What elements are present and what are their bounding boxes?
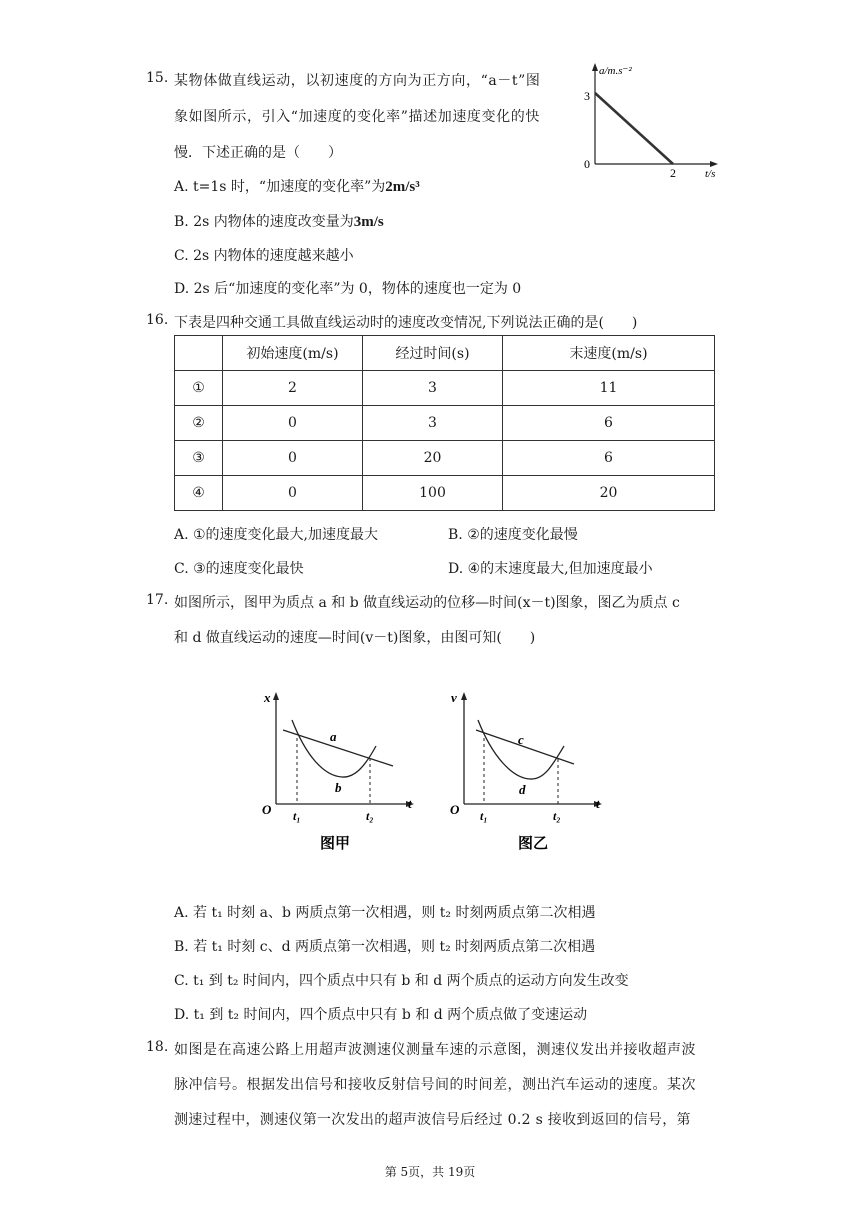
q16-stem: 下表是四种交通工具做直线运动时的速度改变情况,下列说法正确的是( ) xyxy=(174,315,638,331)
q17-option-d: D. t₁ 到 t₂ 时间内，四个质点中只有 b 和 d 两个质点做了变速运动 xyxy=(174,1007,588,1023)
table-row xyxy=(175,476,715,511)
q18-stem-line3: 测速过程中，测速仪第一次发出的超声波信号后经过 0.2 s 接收到返回的信号，第 xyxy=(174,1112,691,1128)
q15-option-b: B. 2s 内物体的速度改变量为 xyxy=(174,214,354,230)
fig-yi-t2-label: t₂ xyxy=(553,809,561,823)
table-cell: 3 xyxy=(363,406,503,441)
table-cell: ③ xyxy=(175,441,223,476)
fig-yi-caption: 图乙 xyxy=(518,836,549,852)
q15-option-a: A. t=1s 时，“加速度的变化率”为 xyxy=(174,179,386,195)
speed-change-table xyxy=(174,335,715,511)
q16-option-a: A. ①的速度变化最大,加速度最大 xyxy=(174,527,379,543)
q15-a-t-graph xyxy=(575,60,725,182)
table-cell: 2 xyxy=(223,371,363,406)
table-cell: 6 xyxy=(503,441,715,476)
fig-jia-line-label-a: a xyxy=(330,729,337,744)
table-cell: 20 xyxy=(503,476,715,511)
q15-graph-y-tick: 3 xyxy=(584,89,590,103)
fig-yi-t1-label: t₁ xyxy=(480,809,488,823)
fig-jia-origin: O xyxy=(262,802,272,817)
fig-jia-line-a xyxy=(283,730,393,766)
q15-graph-y-label: a/m.s⁻² xyxy=(599,65,632,77)
fig-jia-y-label: x xyxy=(264,690,271,705)
q17-figure-jia xyxy=(258,686,428,856)
q15-stem-line2: 象如图所示，引入“加速度的变化率”描述加速度变化的快 xyxy=(174,109,540,125)
q18-number: 18. xyxy=(146,1039,169,1055)
fig-yi-curve-d xyxy=(478,720,564,779)
q17-figure-yi xyxy=(446,686,616,856)
fig-jia-t1-label: t₁ xyxy=(293,809,301,823)
q15-option-b-value: 3m/s xyxy=(353,214,384,230)
fig-yi-origin: O xyxy=(450,802,460,817)
q15-graph-x-label: t/s xyxy=(705,168,716,180)
q18-stem-line2: 脉冲信号。根据发出信号和接收反射信号间的时间差，测出汽车运动的速度。某次 xyxy=(174,1077,696,1093)
fig-jia-caption: 图甲 xyxy=(320,836,351,852)
q17-option-c: C. t₁ 到 t₂ 时间内，四个质点中只有 b 和 d 两个质点的运动方向发生改变 xyxy=(174,973,629,989)
table-cell: 6 xyxy=(503,406,715,441)
table-row xyxy=(175,441,715,476)
fig-yi-curve-label-d: d xyxy=(519,782,526,797)
table-header-cell: 初始速度(m/s) xyxy=(223,336,363,371)
q15-number: 15. xyxy=(146,70,169,86)
table-cell: 0 xyxy=(223,476,363,511)
q16-number: 16. xyxy=(146,312,169,328)
q17-number: 17. xyxy=(146,592,169,608)
table-row xyxy=(175,406,715,441)
table-row xyxy=(175,371,715,406)
q15-graph-origin: 0 xyxy=(584,157,590,171)
table-cell: ② xyxy=(175,406,223,441)
q17-option-b: B. 若 t₁ 时刻 c、d 两质点第一次相遇，则 t₂ 时刻两质点第二次相遇 xyxy=(174,939,596,955)
q15-stem-line1: 某物体做直线运动，以初速度的方向为正方向，“a－t”图 xyxy=(174,73,541,89)
q15-option-d: D. 2s 后“加速度的变化率”为 0，物体的速度也一定为 0 xyxy=(174,281,522,297)
table-cell: ① xyxy=(175,371,223,406)
q16-option-d: D. ④的末速度最大,但加速度最小 xyxy=(448,561,653,577)
q16-option-b: B. ②的速度变化最慢 xyxy=(448,527,578,543)
q17-option-a: A. 若 t₁ 时刻 a、b 两质点第一次相遇，则 t₂ 时刻两质点第二次相遇 xyxy=(174,905,596,921)
table-header-cell: 经过时间(s) xyxy=(363,336,503,371)
table-cell: 11 xyxy=(503,371,715,406)
q17-stem-line1: 如图所示，图甲为质点 a 和 b 做直线运动的位移—时间(x－t)图象，图乙为质点 c xyxy=(174,595,680,611)
fig-jia-x-label: t xyxy=(408,796,412,811)
table-header-cell: 末速度(m/s) xyxy=(503,336,715,371)
fig-yi-x-label: t xyxy=(596,796,600,811)
table-cell: 0 xyxy=(223,406,363,441)
fig-jia-t2-label: t₂ xyxy=(366,809,374,823)
q15-option-c: C. 2s 内物体的速度越来越小 xyxy=(174,248,354,264)
q15-option-a-value: 2m/s³ xyxy=(385,179,420,195)
table-header-cell xyxy=(175,336,223,371)
table-cell: ④ xyxy=(175,476,223,511)
q17-stem-line2: 和 d 做直线运动的速度—时间(v－t)图象，由图可知( ) xyxy=(174,630,536,646)
q16-option-c: C. ③的速度变化最快 xyxy=(174,561,304,577)
fig-jia-curve-label-b: b xyxy=(335,780,342,795)
table-header-row xyxy=(175,336,715,371)
table-cell: 3 xyxy=(363,371,503,406)
fig-yi-line-label-c: c xyxy=(518,732,524,747)
q18-stem-line1: 如图是在高速公路上用超声波测速仪测量车速的示意图，测速仪发出并接收超声波 xyxy=(174,1042,696,1058)
table-cell: 0 xyxy=(223,441,363,476)
table-cell: 100 xyxy=(363,476,503,511)
q15-graph-line xyxy=(595,93,673,164)
table-cell: 20 xyxy=(363,441,503,476)
page-footer: 第 5页，共 19页 xyxy=(384,1165,476,1179)
fig-yi-y-label: v xyxy=(451,690,457,705)
q15-stem-line3: 慢．下述正确的是（ ） xyxy=(174,145,342,161)
q15-graph-x-tick: 2 xyxy=(670,166,676,180)
